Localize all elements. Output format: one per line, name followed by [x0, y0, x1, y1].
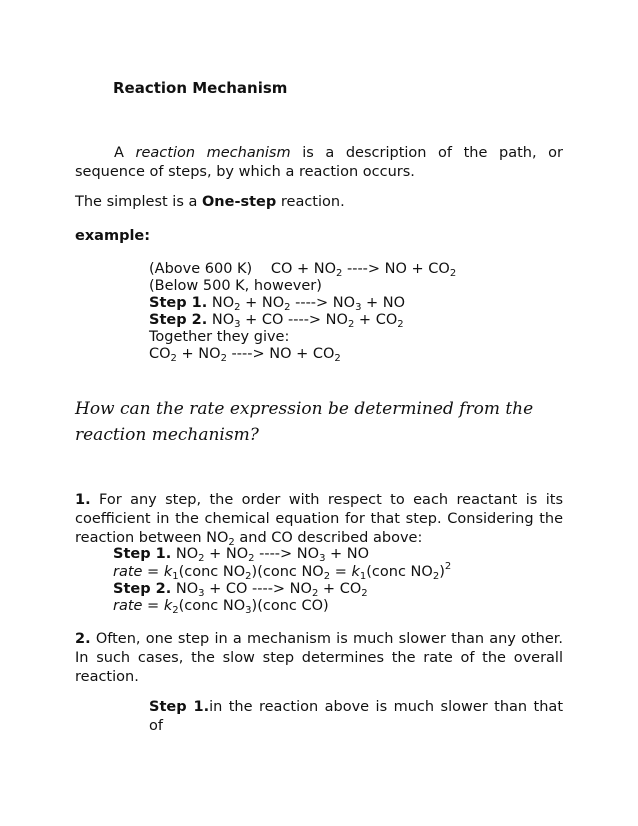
- simplest-prefix: The simplest is a: [75, 194, 198, 210]
- point-1-step-1-equation: $NO_2 + NO_2$ ----> $NO_3$ + NO: [175, 546, 370, 564]
- point-2-paragraph: 2. Often, one step in a mechanism is much slower than any other. In such cases, the slow step determines the rate of the overall reaction.: [75, 631, 563, 685]
- overall-equation: $CO_2 + NO_2$ ----> NO + $CO_2$: [149, 346, 341, 364]
- together-line: Together they give:: [149, 329, 290, 345]
- point-1-step-1-label: Step 1.: [113, 546, 172, 562]
- simplest-suffix: reaction.: [280, 194, 345, 210]
- step-1-equation: $NO_2 + NO_2$ ----> $NO_3$ + NO: [211, 295, 406, 313]
- intro-text: is a description of the path, or sequence of steps, by which a reaction occurs.: [75, 145, 563, 180]
- page-title: Reaction Mechanism: [113, 79, 288, 97]
- simplest-line: [75, 193, 345, 212]
- point-3-paragraph: Step 1.in the reaction above is much slower than that of: [149, 699, 563, 734]
- condition-high: (Above 600 K): [149, 261, 253, 277]
- condition-low: (Below 500 K, however): [149, 278, 322, 294]
- point-1-step-2-equation: $NO_3$ + CO ----> $NO_2 + CO_2$: [175, 581, 368, 599]
- rate-expression-1: rate = $k_1(conc$ $NO_2)(conc$ $NO_2$ = $k_1(conc$ $NO_2)^2$: [113, 561, 452, 582]
- step-1-label: Step 1.: [149, 295, 208, 311]
- equation-high: CO + $NO_2$ ----> NO + $CO_2$: [270, 261, 457, 279]
- example-label: example:: [75, 228, 151, 244]
- point-1-step-2-label: Step 2.: [113, 581, 172, 597]
- intro-paragraph: [75, 144, 563, 182]
- rate-expression-2: rate = $k_2(conc$ $NO_3)(conc$ CO): [113, 598, 329, 616]
- simplest-bold: One-step: [201, 194, 277, 210]
- point-1-number: 1.: [75, 492, 91, 508]
- step-2-equation: $NO_3$ + CO ----> $NO_2 + CO_2$: [211, 312, 404, 330]
- point-1-step-1: [113, 545, 369, 564]
- intro-lead: A: [114, 145, 124, 161]
- step-2-label: Step 2.: [149, 312, 208, 328]
- point-2-number: 2.: [75, 631, 91, 647]
- question-heading: How can the rate expression be determined from the reaction mechanism?: [75, 399, 534, 445]
- point-1-paragraph: 1. For any step, the order with respect to each reactant is its coefficient in the chemical equation for that step. Considering the reaction between $NO_2$ and CO described above:: [75, 492, 564, 548]
- intro-term: reaction mechanism: [135, 145, 291, 161]
- point-3-bold: Step 1.: [149, 699, 210, 715]
